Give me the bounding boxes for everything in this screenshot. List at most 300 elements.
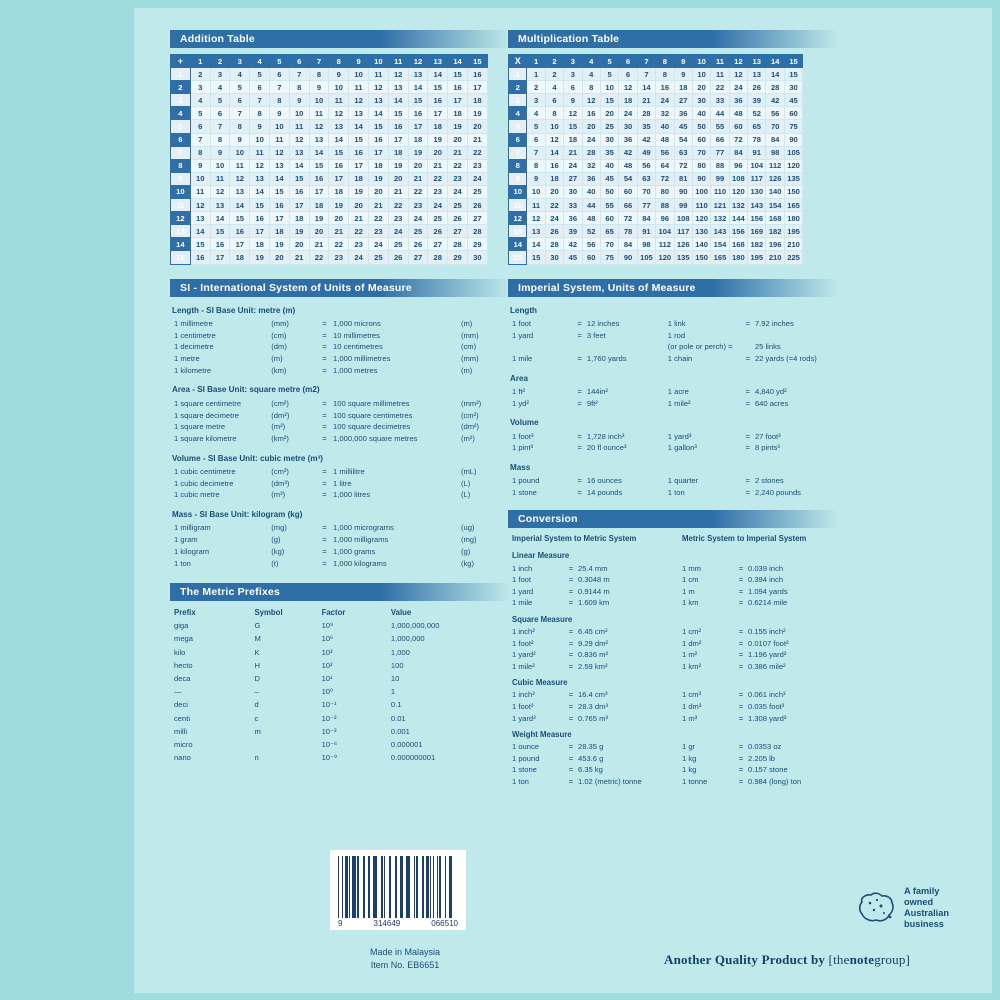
addition-cell: 18 bbox=[230, 251, 250, 264]
si-row bbox=[170, 534, 510, 546]
multiplication-cell: 11 bbox=[711, 68, 729, 81]
section-title-imperial: Imperial System, Units of Measure bbox=[508, 279, 838, 297]
imp-val-left: 12 inches bbox=[586, 318, 620, 328]
conv-val-left: 0.9144 m bbox=[578, 586, 610, 596]
conversion-row bbox=[508, 752, 838, 764]
multiplication-cell: 9 bbox=[564, 94, 582, 107]
addition-cell: 5 bbox=[190, 107, 210, 120]
addition-cell: 6 bbox=[250, 81, 270, 94]
conv-eq-left: = bbox=[568, 626, 574, 636]
prefix-row bbox=[170, 712, 510, 725]
prefix-row bbox=[170, 698, 510, 711]
addition-cell: 20 bbox=[408, 159, 428, 172]
multiplication-cell: 156 bbox=[729, 225, 747, 238]
addition-cell: 15 bbox=[428, 81, 448, 94]
si-equals: = bbox=[322, 366, 327, 376]
imperial-group bbox=[508, 306, 838, 365]
addition-cell: 15 bbox=[210, 225, 230, 238]
addition-cell: 13 bbox=[368, 94, 388, 107]
conv-unit-left: 1 inch bbox=[512, 563, 533, 573]
si-unit: 1 kilometre bbox=[174, 366, 212, 376]
imperial-group-title: Mass bbox=[510, 462, 531, 472]
prefix-row bbox=[170, 685, 510, 698]
conv-val-right: 0.039 inch bbox=[748, 563, 784, 573]
si-row bbox=[170, 433, 510, 445]
multiplication-cell: 105 bbox=[784, 146, 802, 159]
multiplication-cell: 14 bbox=[766, 68, 784, 81]
multiplication-cell: 90 bbox=[619, 251, 637, 264]
imperial-row bbox=[508, 329, 838, 341]
addition-cell: 22 bbox=[448, 159, 468, 172]
multiplication-cell: 12 bbox=[564, 107, 582, 120]
conversion-block-title: Cubic Measure bbox=[512, 678, 568, 688]
addition-cell: 25 bbox=[388, 238, 408, 251]
conv-unit-right: 1 tonne bbox=[682, 776, 708, 786]
multiplication-col-header: 6 bbox=[619, 55, 637, 68]
imperial-group bbox=[508, 374, 838, 410]
multiplication-cell: 99 bbox=[674, 199, 692, 212]
si-symbol: (g) bbox=[271, 535, 281, 545]
addition-cell: 5 bbox=[210, 94, 230, 107]
prefix-cell: 10⁶ bbox=[321, 634, 334, 644]
prefix-cell: 10 bbox=[390, 674, 400, 684]
addition-cell: 14 bbox=[230, 199, 250, 212]
multiplication-cell: 35 bbox=[600, 146, 618, 159]
si-symbol: (m²) bbox=[271, 422, 286, 432]
addition-cell: 19 bbox=[309, 212, 329, 225]
multiplication-cell: 72 bbox=[656, 172, 674, 185]
addition-cell: 7 bbox=[210, 120, 230, 133]
multiplication-cell: 104 bbox=[748, 159, 766, 172]
multiplication-cell: 100 bbox=[692, 185, 710, 198]
multiplication-row bbox=[509, 107, 803, 120]
addition-cell: 28 bbox=[467, 225, 487, 238]
brand-bracket-open: [ bbox=[828, 952, 834, 967]
multiplication-cell: 25 bbox=[600, 120, 618, 133]
multiplication-cell: 48 bbox=[582, 212, 600, 225]
multiplication-cell: 13 bbox=[748, 68, 766, 81]
addition-cell: 19 bbox=[329, 199, 349, 212]
si-value-symbol: (ug) bbox=[460, 523, 475, 533]
addition-cell: 11 bbox=[368, 68, 388, 81]
prefix-cell: – bbox=[254, 687, 259, 697]
multiplication-row bbox=[509, 185, 803, 198]
conversion-block-title: Linear Measure bbox=[512, 551, 570, 561]
multiplication-cell: 80 bbox=[656, 185, 674, 198]
addition-cell: 23 bbox=[368, 225, 388, 238]
conv-unit-right: 1 m bbox=[682, 586, 695, 596]
multiplication-cell: 165 bbox=[711, 251, 729, 264]
si-equals: = bbox=[322, 558, 327, 568]
prefix-cell: 10⁻⁶ bbox=[321, 739, 338, 749]
imp-unit-left: 1 mile bbox=[512, 354, 533, 364]
si-group-title: Volume - SI Base Unit: cubic metre (m³) bbox=[172, 453, 323, 463]
addition-row bbox=[171, 225, 488, 238]
addition-cell: 21 bbox=[309, 238, 329, 251]
si-unit: 1 cubic decimetre bbox=[174, 478, 234, 488]
multiplication-cell: 42 bbox=[766, 94, 784, 107]
addition-cell: 16 bbox=[289, 185, 309, 198]
si-unit: 1 ton bbox=[174, 558, 191, 568]
brand-bracket-close: ] bbox=[905, 952, 911, 967]
addition-cell: 12 bbox=[388, 68, 408, 81]
addition-cell: 27 bbox=[428, 238, 448, 251]
conv-eq-right: = bbox=[738, 563, 744, 573]
multiplication-cell: 15 bbox=[564, 120, 582, 133]
multiplication-cell: 45 bbox=[784, 94, 802, 107]
barcode-block bbox=[330, 850, 466, 930]
multiplication-cell: 30 bbox=[545, 251, 563, 264]
multiplication-cell: 180 bbox=[784, 212, 802, 225]
imperial-row bbox=[508, 430, 838, 442]
multiplication-cell: 104 bbox=[656, 225, 674, 238]
multiplication-cell: 65 bbox=[748, 120, 766, 133]
prefix-cell: 10⁻⁹ bbox=[321, 753, 338, 763]
addition-cell: 18 bbox=[250, 238, 270, 251]
si-value-symbol: (L) bbox=[460, 490, 471, 500]
multiplication-cell: 7 bbox=[527, 146, 545, 159]
prefix-cell: 100 bbox=[390, 660, 404, 670]
addition-cell: 6 bbox=[230, 94, 250, 107]
multiplication-row bbox=[509, 172, 803, 185]
multiplication-cell: 169 bbox=[748, 225, 766, 238]
addition-cell: 17 bbox=[349, 159, 369, 172]
addition-cell: 14 bbox=[329, 133, 349, 146]
addition-cell: 4 bbox=[230, 68, 250, 81]
addition-cell: 26 bbox=[467, 199, 487, 212]
addition-cell: 21 bbox=[467, 133, 487, 146]
conv-unit-left: 1 yard² bbox=[512, 650, 536, 660]
imperial-group-table bbox=[508, 430, 838, 454]
multiplication-cell: 5 bbox=[600, 68, 618, 81]
multiplication-row-header: 14 bbox=[509, 238, 527, 251]
imp-val-left: 3 feet bbox=[586, 330, 606, 340]
si-group-title: Area - SI Base Unit: square metre (m2) bbox=[172, 385, 320, 395]
multiplication-cell: 168 bbox=[729, 238, 747, 251]
si-value: 1,000,000 square metres bbox=[333, 434, 418, 444]
addition-row-header: 2 bbox=[171, 81, 191, 94]
addition-cell: 14 bbox=[368, 107, 388, 120]
multiplication-cell: 132 bbox=[711, 212, 729, 225]
si-unit: 1 centimetre bbox=[174, 330, 216, 340]
conversion-block-title-row bbox=[508, 672, 838, 689]
prefix-cell: 1,000 bbox=[390, 647, 410, 657]
multiplication-cell: 52 bbox=[582, 225, 600, 238]
barcode-digit-2: 066510 bbox=[431, 919, 458, 928]
addition-cell: 19 bbox=[269, 238, 289, 251]
imp-unit-left: 1 yd² bbox=[512, 398, 529, 408]
multiplication-cell: 91 bbox=[748, 146, 766, 159]
imperial-group-title: Area bbox=[510, 373, 528, 383]
imperial-group bbox=[508, 418, 838, 454]
si-equals: = bbox=[322, 535, 327, 545]
si-symbol: (cm) bbox=[271, 330, 287, 340]
imperial-group-title: Volume bbox=[510, 418, 539, 428]
addition-cell: 14 bbox=[408, 81, 428, 94]
addition-row-header: 12 bbox=[171, 212, 191, 225]
multiplication-cell: 20 bbox=[600, 107, 618, 120]
multiplication-row-header: 15 bbox=[509, 251, 527, 264]
si-value-symbol: (mm) bbox=[460, 330, 479, 340]
multiplication-cell: 42 bbox=[564, 238, 582, 251]
conv-eq-left: = bbox=[568, 638, 574, 648]
si-value: 100 square decimetres bbox=[333, 422, 411, 432]
multiplication-cell: 40 bbox=[600, 159, 618, 172]
multiplication-cell: 18 bbox=[545, 172, 563, 185]
prefix-cell: 10² bbox=[321, 660, 333, 670]
multiplication-cell: 30 bbox=[619, 120, 637, 133]
multiplication-cell: 14 bbox=[637, 81, 655, 94]
multiplication-row-header: 13 bbox=[509, 225, 527, 238]
multiplication-cell: 14 bbox=[527, 238, 545, 251]
addition-cell: 14 bbox=[250, 185, 270, 198]
multiplication-cell: 143 bbox=[748, 199, 766, 212]
addition-cell: 6 bbox=[210, 107, 230, 120]
multiplication-cell: 39 bbox=[564, 225, 582, 238]
prefix-cell: d bbox=[254, 700, 259, 710]
addition-cell: 17 bbox=[408, 120, 428, 133]
si-value: 1,000 microns bbox=[333, 318, 381, 328]
conv-val-right: 0.6214 mile bbox=[748, 598, 788, 608]
conv-eq-left: = bbox=[568, 776, 574, 786]
addition-cell: 17 bbox=[329, 172, 349, 185]
si-value-symbol: (mm²) bbox=[460, 398, 482, 408]
conv-unit-left: 1 yard³ bbox=[512, 713, 536, 723]
multiplication-cell: 18 bbox=[674, 81, 692, 94]
conv-unit-left: 1 ounce bbox=[512, 742, 540, 752]
manufacture-info bbox=[330, 946, 480, 972]
brand-note: note bbox=[849, 952, 875, 967]
addition-cell: 9 bbox=[210, 146, 230, 159]
addition-row bbox=[171, 251, 488, 264]
addition-cell: 5 bbox=[230, 81, 250, 94]
prefix-cell: 1,000,000,000 bbox=[390, 621, 440, 631]
si-row bbox=[170, 365, 510, 377]
prefix-cell: micro bbox=[174, 739, 193, 749]
section-title-conversion: Conversion bbox=[508, 510, 838, 528]
barcode-digit-0: 9 bbox=[338, 919, 343, 928]
si-group-title: Mass - SI Base Unit: kilogram (kg) bbox=[172, 509, 303, 519]
addition-cell: 27 bbox=[448, 225, 468, 238]
conv-val-left: 0.765 m³ bbox=[578, 713, 608, 723]
addition-cell: 23 bbox=[349, 238, 369, 251]
addition-cell: 14 bbox=[289, 159, 309, 172]
addition-cell: 16 bbox=[309, 172, 329, 185]
addition-cell: 11 bbox=[230, 159, 250, 172]
conv-val-left: 16.4 cm³ bbox=[578, 690, 608, 700]
multiplication-cell: 36 bbox=[729, 94, 747, 107]
addition-cell: 10 bbox=[230, 146, 250, 159]
prefix-cell: 0.000001 bbox=[390, 739, 423, 749]
multiplication-cell: 156 bbox=[748, 212, 766, 225]
prefix-header: Symbol bbox=[254, 608, 283, 618]
imp-unit-right: 1 rod bbox=[667, 330, 686, 340]
aus-line-1: A family bbox=[904, 886, 940, 896]
addition-cell: 19 bbox=[467, 107, 487, 120]
imperial-group-title: Length bbox=[510, 305, 537, 315]
addition-row-header: 4 bbox=[171, 107, 191, 120]
multiplication-cell: 150 bbox=[784, 185, 802, 198]
imp-eq-left: = bbox=[577, 398, 582, 408]
addition-col-header: 15 bbox=[467, 55, 487, 68]
addition-cell: 21 bbox=[408, 172, 428, 185]
brand-the: the bbox=[833, 952, 850, 967]
imp-val-right: 2,240 pounds bbox=[754, 487, 801, 497]
multiplication-cell: 105 bbox=[637, 251, 655, 264]
si-value: 1,000 metres bbox=[333, 366, 378, 376]
si-unit: 1 metre bbox=[174, 354, 200, 364]
si-value: 1,000 millimetres bbox=[333, 354, 391, 364]
addition-cell: 12 bbox=[289, 133, 309, 146]
multiplication-col-header: 2 bbox=[545, 55, 563, 68]
addition-col-header: 5 bbox=[269, 55, 289, 68]
conv-eq-left: = bbox=[568, 575, 574, 585]
addition-cell: 10 bbox=[289, 107, 309, 120]
conv-unit-left: 1 ton bbox=[512, 776, 529, 786]
addition-cell: 16 bbox=[388, 120, 408, 133]
addition-cell: 22 bbox=[368, 212, 388, 225]
multiplication-cell: 4 bbox=[545, 81, 563, 94]
addition-cell: 16 bbox=[408, 107, 428, 120]
multiplication-row-header: 2 bbox=[509, 81, 527, 94]
multiplication-cell: 225 bbox=[784, 251, 802, 264]
imp-val-left: 1,728 inch³ bbox=[586, 431, 625, 441]
multiplication-cell: 84 bbox=[619, 238, 637, 251]
prefix-cell: 0.1 bbox=[390, 700, 402, 710]
conversion-header-row bbox=[508, 528, 838, 545]
addition-cell: 17 bbox=[448, 94, 468, 107]
conversion-row bbox=[508, 701, 838, 713]
prefix-cell bbox=[254, 738, 321, 751]
prefix-cell: hecto bbox=[174, 660, 193, 670]
section-title-si: SI - International System of Units of Measure bbox=[170, 279, 510, 297]
prefix-cell: D bbox=[254, 674, 260, 684]
imp-eq-left: = bbox=[577, 431, 582, 441]
multiplication-cell: 56 bbox=[637, 159, 655, 172]
prefix-cell: G bbox=[254, 621, 261, 631]
addition-cell: 18 bbox=[309, 199, 329, 212]
addition-cell: 20 bbox=[349, 199, 369, 212]
conv-eq-left: = bbox=[568, 753, 574, 763]
multiplication-cell: 54 bbox=[619, 172, 637, 185]
multiplication-cell: 32 bbox=[582, 159, 600, 172]
conv-val-left: 28.35 g bbox=[578, 742, 604, 752]
multiplication-row-header: 11 bbox=[509, 199, 527, 212]
multiplication-row bbox=[509, 120, 803, 133]
conversion-body bbox=[508, 528, 838, 787]
multiplication-row-header: 6 bbox=[509, 133, 527, 146]
conv-val-right: 0.155 inch² bbox=[748, 626, 786, 636]
australian-business-badge bbox=[854, 886, 994, 930]
conv-unit-left: 1 yard bbox=[512, 586, 534, 596]
addition-cell: 16 bbox=[349, 146, 369, 159]
addition-cell: 22 bbox=[349, 225, 369, 238]
si-row bbox=[170, 409, 510, 421]
conv-eq-right: = bbox=[738, 661, 744, 671]
multiplication-row bbox=[509, 133, 803, 146]
multiplication-cell: 182 bbox=[748, 238, 766, 251]
conv-unit-left: 1 mile² bbox=[512, 661, 535, 671]
imp-unit-left: 1 ft² bbox=[512, 387, 526, 397]
conv-val-right: 2.205 lb bbox=[748, 753, 776, 763]
addition-row bbox=[171, 185, 488, 198]
conv-val-right: 0.035 foot³ bbox=[748, 701, 785, 711]
multiplication-cell: 50 bbox=[600, 185, 618, 198]
addition-cell: 16 bbox=[329, 159, 349, 172]
conv-eq-right: = bbox=[738, 701, 744, 711]
multiplication-cell: 48 bbox=[729, 107, 747, 120]
si-value: 1,000 kilograms bbox=[333, 558, 387, 568]
section-title-prefixes: The Metric Prefixes bbox=[170, 583, 510, 601]
addition-cell: 14 bbox=[190, 225, 210, 238]
multiplication-row bbox=[509, 159, 803, 172]
multiplication-cell: 6 bbox=[564, 81, 582, 94]
multiplication-cell: 121 bbox=[711, 199, 729, 212]
prefix-cell: milli bbox=[174, 726, 188, 736]
imp-eq-right bbox=[740, 329, 755, 341]
conversion-left-header: Imperial System to Metric System bbox=[512, 534, 637, 544]
addition-cell: 16 bbox=[269, 199, 289, 212]
conversion-row bbox=[508, 764, 838, 776]
addition-col-header: 13 bbox=[428, 55, 448, 68]
conv-unit-right: 1 kg bbox=[682, 753, 697, 763]
si-value-symbol: (m²) bbox=[460, 434, 475, 444]
multiplication-row-header: 9 bbox=[509, 172, 527, 185]
addition-cell: 17 bbox=[467, 81, 487, 94]
multiplication-cell: 48 bbox=[619, 159, 637, 172]
multiplication-cell: 28 bbox=[637, 107, 655, 120]
addition-row-header: 8 bbox=[171, 159, 191, 172]
conv-eq-right: = bbox=[738, 765, 744, 775]
addition-cell: 8 bbox=[190, 146, 210, 159]
conv-val-left: 1.609 km bbox=[578, 598, 610, 608]
addition-cell: 24 bbox=[388, 225, 408, 238]
addition-cell: 3 bbox=[210, 68, 230, 81]
conv-eq-right: = bbox=[738, 598, 744, 608]
imperial-row bbox=[508, 442, 838, 454]
conv-eq-right: = bbox=[738, 650, 744, 660]
si-row bbox=[170, 397, 510, 409]
conversion-block-title: Square Measure bbox=[512, 614, 573, 624]
multiplication-cell: 27 bbox=[674, 94, 692, 107]
addition-cell: 16 bbox=[230, 225, 250, 238]
si-unit: 1 square metre bbox=[174, 422, 226, 432]
addition-cell: 10 bbox=[190, 172, 210, 185]
multiplication-cell: 1 bbox=[527, 68, 545, 81]
conv-eq-left: = bbox=[568, 586, 574, 596]
multiplication-cell: 55 bbox=[600, 199, 618, 212]
multiplication-cell: 4 bbox=[527, 107, 545, 120]
prefix-cell: 0.01 bbox=[390, 713, 406, 723]
addition-cell: 11 bbox=[349, 81, 369, 94]
si-value-symbol: (mg) bbox=[460, 535, 477, 545]
addition-cell: 26 bbox=[428, 225, 448, 238]
si-group bbox=[170, 306, 510, 377]
brand-group: group bbox=[874, 952, 906, 967]
prefix-cell: 10⁰ bbox=[321, 687, 334, 697]
multiplication-cell: 8 bbox=[582, 81, 600, 94]
multiplication-cell: 72 bbox=[729, 133, 747, 146]
multiplication-corner: X bbox=[509, 55, 527, 68]
multiplication-cell: 22 bbox=[711, 81, 729, 94]
addition-cell: 15 bbox=[250, 199, 270, 212]
imp-eq-right: = bbox=[745, 431, 750, 441]
addition-row bbox=[171, 212, 488, 225]
multiplication-cell: 20 bbox=[545, 185, 563, 198]
multiplication-cell: 56 bbox=[582, 238, 600, 251]
addition-cell: 16 bbox=[428, 94, 448, 107]
si-value: 10 millimetres bbox=[333, 330, 380, 340]
